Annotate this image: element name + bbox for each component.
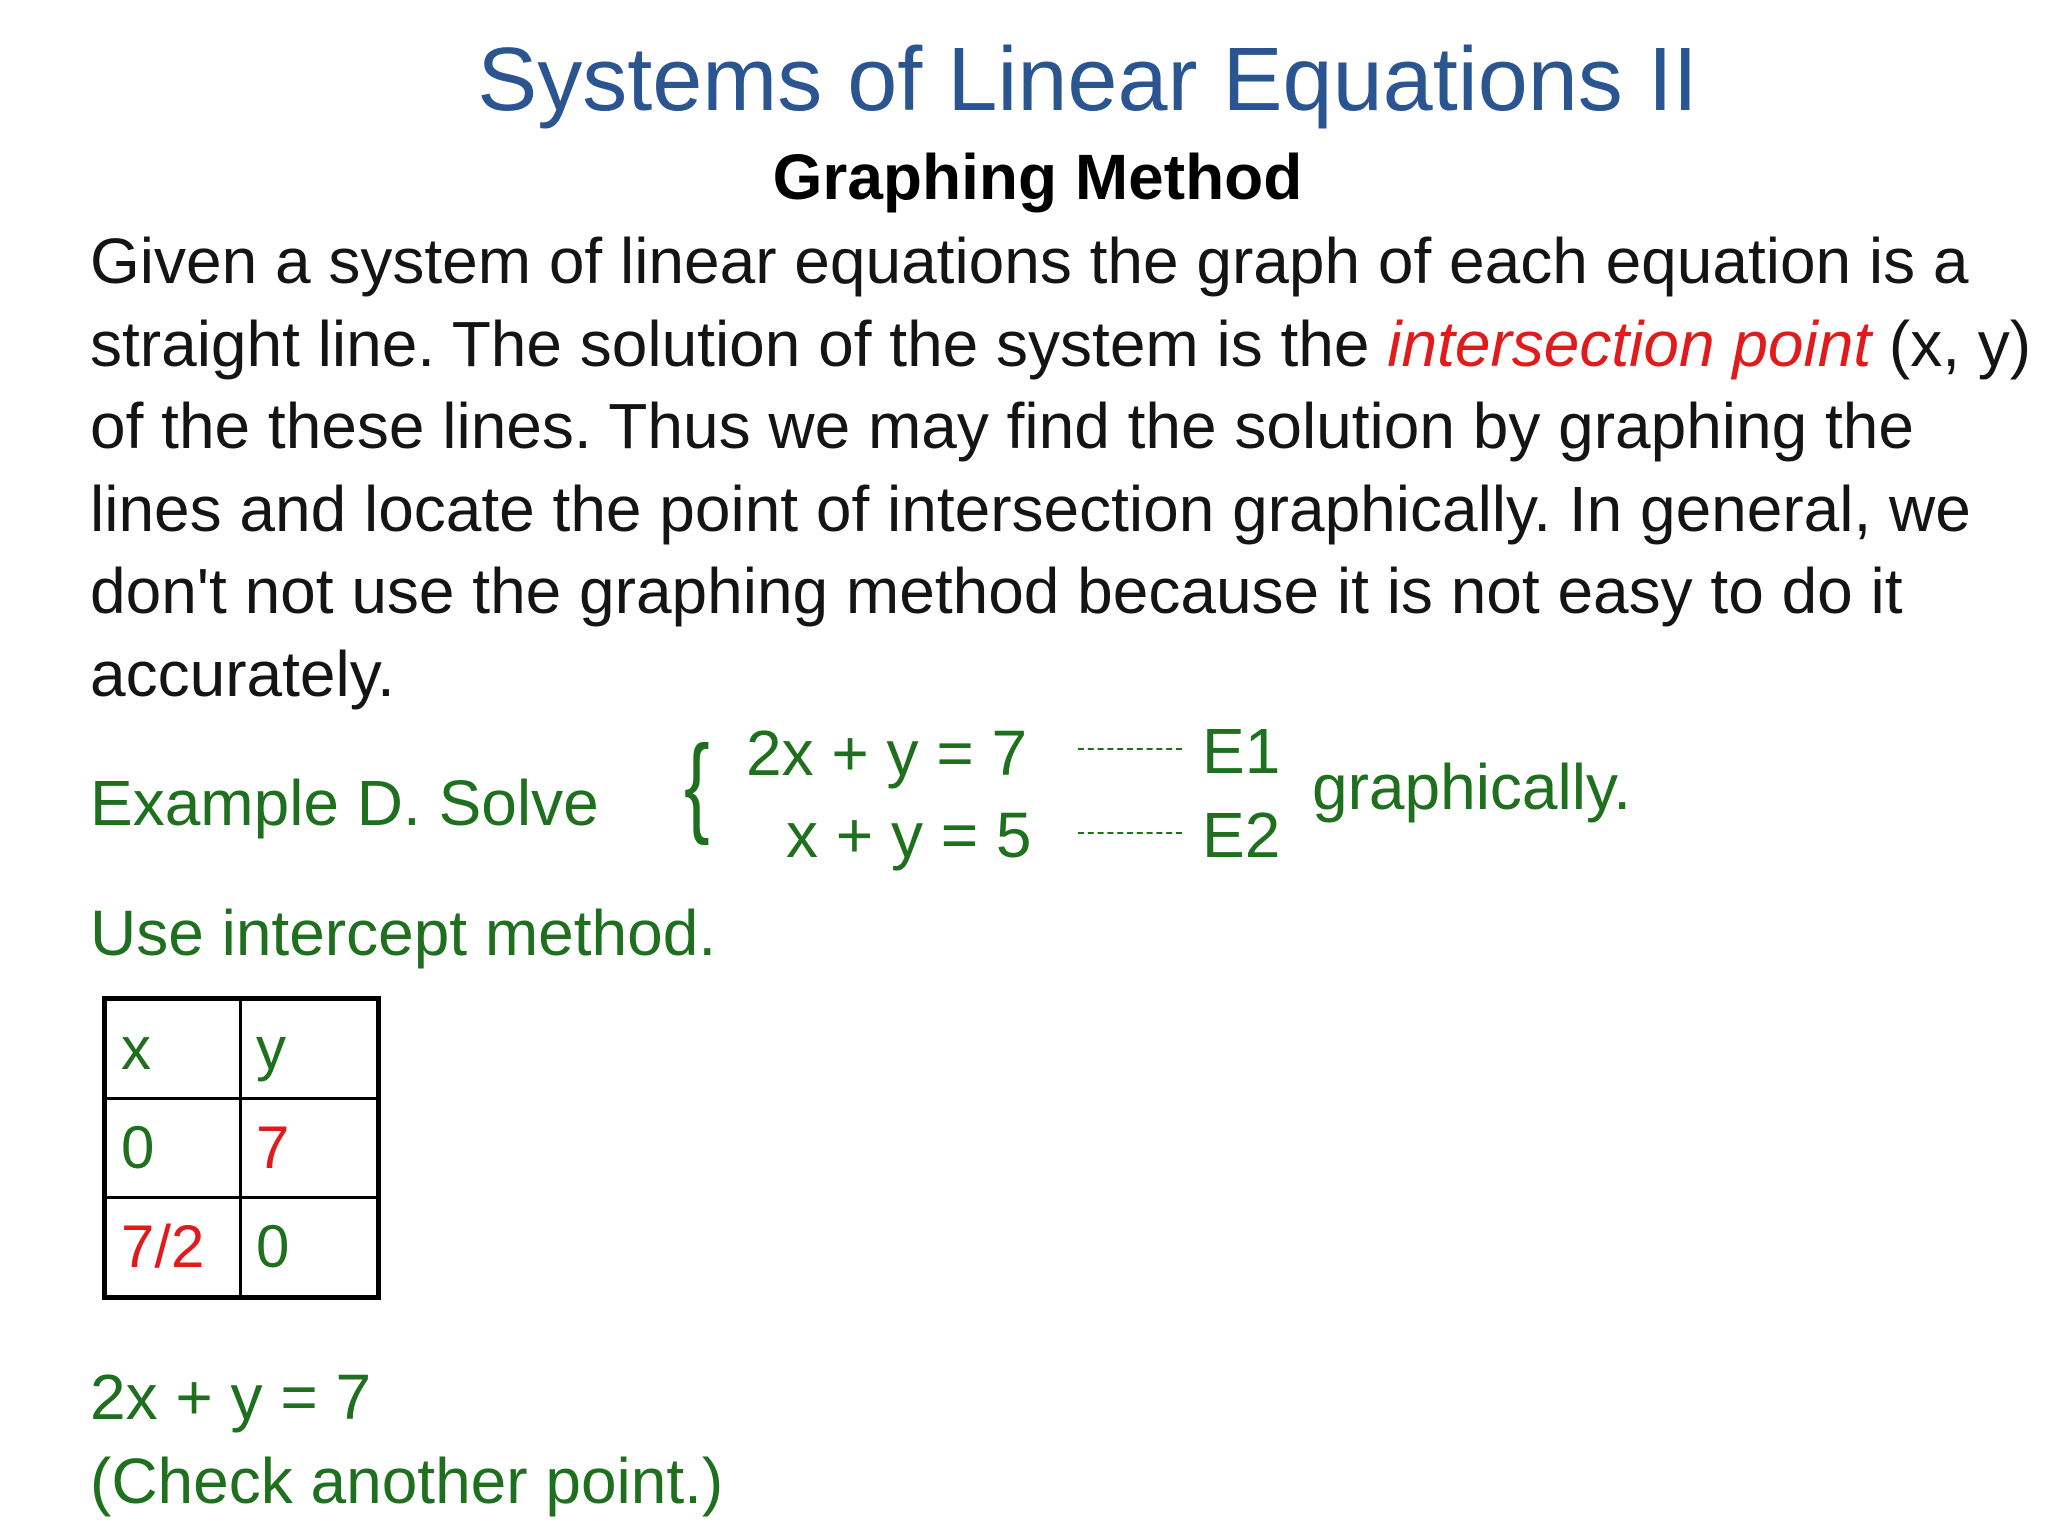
example-label: Example D. Solve — [90, 767, 599, 839]
dashed-leader-e1 — [1078, 748, 1182, 750]
page-subtitle: Graphing Method — [772, 141, 1303, 213]
table-header-row — [105, 999, 379, 1099]
method-text: Use intercept method. — [90, 897, 717, 969]
equation-tag-e2: E2 — [1202, 799, 1281, 871]
example-suffix: graphically. — [1312, 751, 1631, 823]
table-header-y: y — [241, 999, 379, 1099]
table-cell-x: 0 — [105, 1099, 241, 1198]
intro-highlight: intersection point — [1387, 307, 1872, 380]
system-brace: { — [684, 723, 710, 846]
table-cell-y: 0 — [241, 1198, 379, 1298]
table-row — [105, 1099, 379, 1198]
intro-paragraph — [90, 220, 2040, 715]
bottom-equation: 2x + y = 7 — [90, 1361, 372, 1433]
table-row — [105, 1198, 379, 1298]
table-cell-y: 7 — [241, 1099, 379, 1198]
equation-tag-e1: E1 — [1202, 715, 1281, 787]
intro-text-1: Given a system of linear equations the graph of each equation is a straight line. The solution of the system is the — [90, 225, 1969, 380]
page-title: Systems of Linear Equations II — [477, 30, 1698, 130]
bottom-note: (Check another point.) — [90, 1445, 724, 1517]
table-cell-x: 7/2 — [105, 1198, 241, 1298]
equation-e2: x + y = 5 — [786, 799, 1032, 871]
intro-text-2: (x, y) of the these lines. Thus we may find the solution by graphing the lines and locate the point of intersection graphically. In general, we don't not use the graphing method because it is not easy to do it accurately. — [90, 307, 2032, 710]
equation-e1: 2x + y = 7 — [746, 717, 1028, 789]
table-header-x: x — [105, 999, 241, 1099]
intercept-table — [102, 996, 381, 1300]
dashed-leader-e2 — [1078, 832, 1182, 834]
